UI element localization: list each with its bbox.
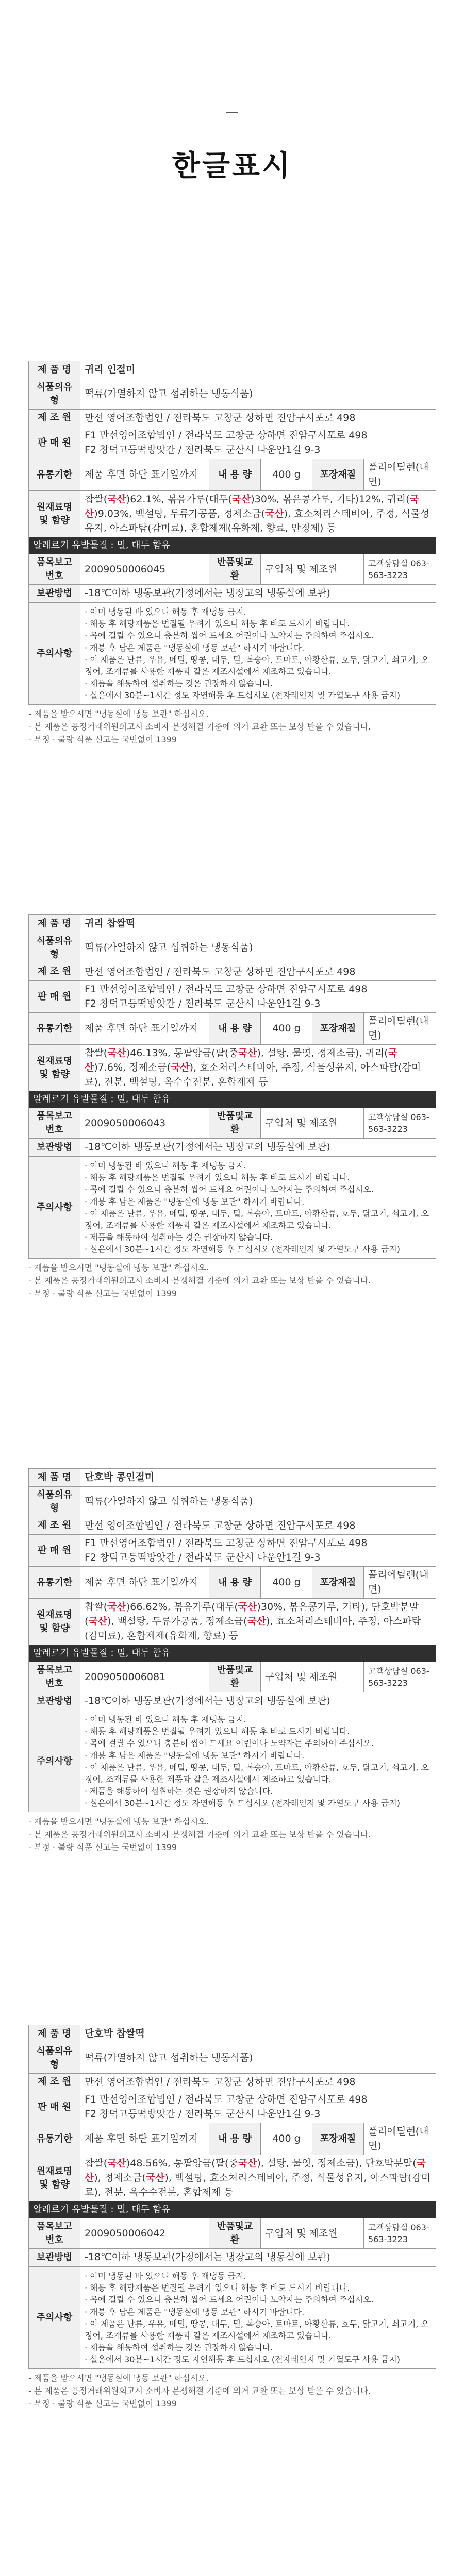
maker-label: 제 조 원 xyxy=(29,963,80,981)
note-line: - 부정 · 불량 식품 신고는 국번없이 1399 xyxy=(28,2399,177,2409)
caution-line: · 해동 후 해당제품은 변질될 우려가 있으니 해동 후 바로 드시기 바랍니다. xyxy=(85,1726,350,1737)
ingredients-label: 원재료명 및 함량 xyxy=(29,2155,80,2201)
caution-line: · 목에 걸릴 수 있으니 충분히 씹어 드세요 어린이나 노약자는 주의하여 주십시오. xyxy=(85,1738,374,1749)
maker-value: 만선 영어조합법인 / 전라북도 고창군 상하면 진암구시포로 498 xyxy=(80,963,436,981)
storage-row xyxy=(29,2249,436,2267)
name-row xyxy=(29,1469,436,1487)
seller-value: F1 만선영어조합법인 / 전라북도 고창군 상하면 진암구시포로 498 F2 창덕고등떡방앗간 / 전라북도 군산시 나운안1길 9-3 xyxy=(80,981,436,1013)
report-value: 2009050006043 xyxy=(80,1108,209,1139)
caution-list xyxy=(80,1710,436,1812)
packaging-value: 폴리에틸렌(내면) xyxy=(364,2123,436,2155)
return-label: 반품및교환 xyxy=(209,1108,261,1139)
spec-table xyxy=(28,2025,436,2369)
type-label: 식품의유형 xyxy=(29,1486,80,1517)
ingredients-row xyxy=(29,1599,436,1645)
note-line: - 제품을 받으시면 "냉동실에 냉동 보관" 하십시오. xyxy=(28,1263,209,1273)
allergen-value: 알레르기 유발물질 : 밀, 대두 함유 xyxy=(29,537,436,554)
expiry-value: 제품 후면 하단 표기일까지 xyxy=(80,1567,209,1599)
ingredients-label: 원재료명 및 함량 xyxy=(29,1599,80,1645)
packaging-label: 포장재질 xyxy=(312,2123,364,2155)
product-name: 귀리 찹쌀떡 xyxy=(80,915,436,933)
caution-line: · 이미 냉동된 바 있으니 해동 후 재냉동 금지. xyxy=(85,2270,246,2281)
type-value: 떡류(가열하지 않고 섭취하는 냉동식품) xyxy=(80,379,436,409)
name-label: 제 품 명 xyxy=(29,1469,80,1487)
spec-table xyxy=(28,1468,436,1812)
allergen-row xyxy=(29,1645,436,1662)
note-line: - 부정 · 불량 식품 신고는 국번없이 1399 xyxy=(28,735,177,745)
notes xyxy=(28,2372,436,2410)
seller-value: F1 만선영어조합법인 / 전라북도 고창군 상하면 진암구시포로 498 F2 창덕고등떡방앗간 / 전라북도 군산시 나운안1길 9-3 xyxy=(80,427,436,459)
expiry-label: 유통기한 xyxy=(29,1567,80,1599)
product-block xyxy=(28,2025,436,2411)
note-line: - 부정 · 불량 식품 신고는 국번없이 1399 xyxy=(28,1289,177,1299)
packaging-value: 폴리에틸렌(내면) xyxy=(364,459,436,491)
return-value: 구입처 및 제조원 xyxy=(261,554,364,585)
storage-row xyxy=(29,1139,436,1157)
note-line: - 제품을 받으시면 "냉동실에 냉동 보관" 하십시오. xyxy=(28,709,209,719)
type-value: 떡류(가열하지 않고 섭취하는 냉동식품) xyxy=(80,1486,436,1517)
return-label: 반품및교환 xyxy=(209,554,261,585)
caution-label: 주의사항 xyxy=(29,602,80,705)
name-label: 제 품 명 xyxy=(29,361,80,379)
maker-value: 만선 영어조합법인 / 전라북도 고창군 상하면 진암구시포로 498 xyxy=(80,1517,436,1535)
expiry-row xyxy=(29,2123,436,2155)
note-line: - 본 제품은 공정거래위원회고시 소비자 분쟁해결 기준에 의거 교환 또는 보상 받을 수 있습니다. xyxy=(28,1276,371,1286)
product-name: 단호박 콩인절미 xyxy=(80,1469,436,1487)
expiry-row xyxy=(29,1567,436,1599)
storage-value: -18℃이하 냉동보관(가정에서는 냉장고의 냉동실에 보관) xyxy=(80,2249,436,2267)
type-row xyxy=(29,379,436,409)
phone-cell xyxy=(364,1662,436,1692)
product-name: 단호박 찹쌀떡 xyxy=(80,2025,436,2043)
phone-label: 고객상담실 xyxy=(368,1666,408,1676)
allergen-value: 알레르기 유발물질 : 밀, 대두 함유 xyxy=(29,2201,436,2218)
return-label: 반품및교환 xyxy=(209,1662,261,1692)
maker-row xyxy=(29,963,436,981)
notes xyxy=(28,1262,436,1300)
seller-value: F1 만선영어조합법인 / 전라북도 고창군 상하면 진암구시포로 498 F2 창덕고등떡방앗간 / 전라북도 군산시 나운안1길 9-3 xyxy=(80,2091,436,2123)
report-label: 품목보고번호 xyxy=(29,1108,80,1139)
maker-row xyxy=(29,1517,436,1535)
phone-label: 고객상담실 xyxy=(368,1112,408,1123)
caution-line: · 이 제품은 난류, 우유, 메밀, 땅콩, 대두, 밀, 복숭아, 토마토, 아황산류, 호두, 닭고기, 쇠고기, 오징어, 조개류를 사용한 제품과 같은 제조시설에서 제조하고 있습니다. xyxy=(85,1762,429,1784)
caution-line: · 목에 걸릴 수 있으니 충분히 씹어 드세요 어린이나 노약자는 주의하여 주십시오. xyxy=(85,2295,374,2305)
storage-row xyxy=(29,585,436,603)
ingredients-label: 원재료명 및 함량 xyxy=(29,1045,80,1091)
caution-line: · 이미 냉동된 바 있으니 해동 후 재냉동 금지. xyxy=(85,1160,246,1171)
report-row xyxy=(29,1662,436,1692)
caution-line: · 개봉 후 남은 제품은 "냉동실에 냉동 보관" 하시기 바랍니다. xyxy=(85,1196,305,1207)
caution-line: · 이 제품은 난류, 우유, 메밀, 땅콩, 대두, 밀, 복숭아, 토마토, 아황산류, 호두, 닭고기, 쇠고기, 오징어, 조개류를 사용한 제품과 같은 제조시설에서 제조하고 있습니다. xyxy=(85,2318,429,2341)
product-block xyxy=(28,1468,436,1854)
top-divider xyxy=(226,112,238,113)
seller-row xyxy=(29,981,436,1013)
type-label: 식품의유형 xyxy=(29,379,80,409)
caution-line: · 해동 후 해당제품은 변질될 우려가 있으니 해동 후 바로 드시기 바랍니다. xyxy=(85,2283,350,2293)
type-label: 식품의유형 xyxy=(29,2043,80,2073)
caution-label: 주의사항 xyxy=(29,1710,80,1812)
report-value: 2009050006042 xyxy=(80,2218,209,2249)
caution-line: · 제품을 해동하여 섭취하는 것은 권장하지 않습니다. xyxy=(85,679,273,689)
caution-line: · 개봉 후 남은 제품은 "냉동실에 냉동 보관" 하시기 바랍니다. xyxy=(85,1750,305,1760)
caution-row xyxy=(29,2266,436,2369)
type-value: 떡류(가열하지 않고 섭취하는 냉동식품) xyxy=(80,933,436,963)
spec-table xyxy=(28,914,436,1259)
note-line: - 제품을 받으시면 "냉동실에 냉동 보관" 하십시오. xyxy=(28,1817,209,1827)
capacity-label: 내 용 량 xyxy=(209,459,261,491)
capacity-value: 400 g xyxy=(261,1567,312,1599)
report-label: 품목보고번호 xyxy=(29,554,80,585)
seller-label: 판 매 원 xyxy=(29,981,80,1013)
packaging-label: 포장재질 xyxy=(312,459,364,491)
seller-label: 판 매 원 xyxy=(29,2091,80,2123)
expiry-label: 유통기한 xyxy=(29,2123,80,2155)
phone-label: 고객상담실 xyxy=(368,558,408,569)
name-row xyxy=(29,2025,436,2043)
name-label: 제 품 명 xyxy=(29,915,80,933)
report-value: 2009050006081 xyxy=(80,1662,209,1692)
report-row xyxy=(29,1108,436,1139)
ingredients-value: 찹쌀(국산)62.1%, 볶음가루(대두(국산)30%, 볶은콩가루, 기타)12%, 귀리(국산)9.03%, 백설탕, 두류가공품, 정제소금(국산), 효소처리스테비아, 주정, 식물성유지, 아스파탐(감미료), 혼합제제(유화제, 향료, 안정제) 등 xyxy=(80,491,436,537)
notes xyxy=(28,1816,436,1854)
phone-cell xyxy=(364,2218,436,2249)
maker-value: 만선 영어조합법인 / 전라북도 고창군 상하면 진암구시포로 498 xyxy=(80,409,436,427)
phone-cell xyxy=(364,554,436,585)
name-label: 제 품 명 xyxy=(29,2025,80,2043)
ingredients-row xyxy=(29,2155,436,2201)
note-line: - 본 제품은 공정거래위원회고시 소비자 분쟁해결 기준에 의거 교환 또는 보상 받을 수 있습니다. xyxy=(28,1829,371,1840)
caution-line: · 목에 걸릴 수 있으니 충분히 씹어 드세요 어린이나 노약자는 주의하여 주십시오. xyxy=(85,1184,374,1195)
caution-line: · 실온에서 30분~1시간 정도 자연해동 후 드십시오 (전자레인지 및 가열도구 사용 금지) xyxy=(85,1244,401,1255)
report-row xyxy=(29,554,436,585)
allergen-row xyxy=(29,537,436,554)
caution-list xyxy=(80,602,436,705)
ingredients-value: 찹쌀(국산)46.13%, 통팥앙금(팥(중국산), 설탕, 물엿, 정제소금), 귀리(국산)7.6%, 정제소금(국산), 효소처리스테비아, 주정, 식물성유지, 아스파탐(감미료), 전분, 백설탕, 옥수수전분, 혼합제제 등 xyxy=(80,1045,436,1091)
note-line: - 부정 · 불량 식품 신고는 국번없이 1399 xyxy=(28,1842,177,1853)
caution-list xyxy=(80,2266,436,2369)
packaging-label: 포장재질 xyxy=(312,1567,364,1599)
type-row xyxy=(29,1486,436,1517)
ingredients-label: 원재료명 및 함량 xyxy=(29,491,80,537)
caution-line: · 개봉 후 남은 제품은 "냉동실에 냉동 보관" 하시기 바랍니다. xyxy=(85,2307,305,2317)
caution-label: 주의사항 xyxy=(29,2266,80,2369)
phone-value: 063-563-3223 xyxy=(368,2223,429,2245)
page-title: 한글표시 xyxy=(172,149,292,183)
capacity-value: 400 g xyxy=(261,2123,312,2155)
caution-row xyxy=(29,602,436,705)
allergen-value: 알레르기 유발물질 : 밀, 대두 함유 xyxy=(29,1645,436,1662)
phone-label: 고객상담실 xyxy=(368,2223,408,2233)
seller-label: 판 매 원 xyxy=(29,1535,80,1567)
caution-line: · 실온에서 30분~1시간 정도 자연해동 후 드십시오 (전자레인지 및 가열도구 사용 금지) xyxy=(85,2354,401,2365)
name-row xyxy=(29,361,436,379)
caution-line: · 제품을 해동하여 섭취하는 것은 권장하지 않습니다. xyxy=(85,2343,273,2353)
caution-row xyxy=(29,1710,436,1812)
expiry-label: 유통기한 xyxy=(29,459,80,491)
report-row xyxy=(29,2218,436,2249)
type-label: 식품의유형 xyxy=(29,933,80,963)
name-row xyxy=(29,915,436,933)
storage-row xyxy=(29,1692,436,1710)
caution-line: · 개봉 후 남은 제품은 "냉동실에 냉동 보관" 하시기 바랍니다. xyxy=(85,642,305,653)
seller-label: 판 매 원 xyxy=(29,427,80,459)
allergen-value: 알레르기 유발물질 : 밀, 대두 함유 xyxy=(29,1091,436,1108)
report-value: 2009050006045 xyxy=(80,554,209,585)
capacity-label: 내 용 량 xyxy=(209,1567,261,1599)
phone-value: 063-563-3223 xyxy=(368,1112,429,1134)
notes xyxy=(28,708,436,746)
spec-table xyxy=(28,361,436,705)
allergen-row xyxy=(29,2201,436,2218)
report-label: 품목보고번호 xyxy=(29,1662,80,1692)
ingredients-row xyxy=(29,491,436,537)
ingredients-value: 찹쌀(국산)48.56%, 통팥앙금(팥(중국산), 설탕, 물엿, 정제소금), 단호박분말(국산), 정제소금(국산), 백설탕, 효소처리스테비아, 주정, 식물성유지, 아스파탐(감미료), 전분, 옥수수전분, 혼합제제 등 xyxy=(80,2155,436,2201)
note-line: - 본 제품은 공정거래위원회고시 소비자 분쟁해결 기준에 의거 교환 또는 보상 받을 수 있습니다. xyxy=(28,722,371,732)
report-label: 품목보고번호 xyxy=(29,2218,80,2249)
phone-value: 063-563-3223 xyxy=(368,1666,429,1688)
maker-label: 제 조 원 xyxy=(29,409,80,427)
seller-value: F1 만선영어조합법인 / 전라북도 고창군 상하면 진암구시포로 498 F2 창덕고등떡방앗간 / 전라북도 군산시 나운안1길 9-3 xyxy=(80,1535,436,1567)
product-block xyxy=(28,361,436,747)
note-line: - 본 제품은 공정거래위원회고시 소비자 분쟁해결 기준에 의거 교환 또는 보상 받을 수 있습니다. xyxy=(28,2386,371,2396)
caution-line: · 제품을 해동하여 섭취하는 것은 권장하지 않습니다. xyxy=(85,1232,273,1243)
capacity-label: 내 용 량 xyxy=(209,2123,261,2155)
ingredients-row xyxy=(29,1045,436,1091)
caution-line: · 이미 냉동된 바 있으니 해동 후 재냉동 금지. xyxy=(85,606,246,617)
caution-row xyxy=(29,1156,436,1259)
type-value: 떡류(가열하지 않고 섭취하는 냉동식품) xyxy=(80,2043,436,2073)
storage-label: 보관방법 xyxy=(29,1692,80,1710)
caution-line: · 이미 냉동된 바 있으니 해동 후 재냉동 금지. xyxy=(85,1714,246,1724)
type-row xyxy=(29,933,436,963)
seller-row xyxy=(29,2091,436,2123)
return-value: 구입처 및 제조원 xyxy=(261,1108,364,1139)
capacity-value: 400 g xyxy=(261,459,312,491)
storage-label: 보관방법 xyxy=(29,585,80,603)
expiry-row xyxy=(29,459,436,491)
phone-cell xyxy=(364,1108,436,1139)
caution-line: · 목에 걸릴 수 있으니 충분히 씹어 드세요 어린이나 노약자는 주의하여 주십시오. xyxy=(85,631,374,641)
type-row xyxy=(29,2043,436,2073)
packaging-value: 폴리에틸렌(내면) xyxy=(364,1567,436,1599)
return-value: 구입처 및 제조원 xyxy=(261,1662,364,1692)
storage-value: -18℃이하 냉동보관(가정에서는 냉장고의 냉동실에 보관) xyxy=(80,585,436,603)
storage-value: -18℃이하 냉동보관(가정에서는 냉장고의 냉동실에 보관) xyxy=(80,1692,436,1710)
maker-value: 만선 영어조합법인 / 전라북도 고창군 상하면 진암구시포로 498 xyxy=(80,2073,436,2091)
product-block xyxy=(28,914,436,1300)
note-line: - 제품을 받으시면 "냉동실에 냉동 보관" 하십시오. xyxy=(28,2373,209,2383)
ingredients-value: 찹쌀(국산)66.62%, 볶음가루(대두(국산)30%, 볶은콩가루, 기타), 단호박분말(국산), 백설탕, 두류가공품, 정제소금(국산), 효소처리스테비아, 주정, 아스파탐(감미료), 혼합제제(유화제, 향료) 등 xyxy=(80,1599,436,1645)
expiry-value: 제품 후면 하단 표기일까지 xyxy=(80,2123,209,2155)
capacity-value: 400 g xyxy=(261,1013,312,1045)
expiry-value: 제품 후면 하단 표기일까지 xyxy=(80,1013,209,1045)
expiry-row xyxy=(29,1013,436,1045)
expiry-label: 유통기한 xyxy=(29,1013,80,1045)
return-label: 반품및교환 xyxy=(209,2218,261,2249)
caution-line: · 해동 후 해당제품은 변질될 우려가 있으니 해동 후 바로 드시기 바랍니다. xyxy=(85,619,350,629)
maker-label: 제 조 원 xyxy=(29,1517,80,1535)
seller-row xyxy=(29,1535,436,1567)
storage-value: -18℃이하 냉동보관(가정에서는 냉장고의 냉동실에 보관) xyxy=(80,1139,436,1157)
product-name: 귀리 인절미 xyxy=(80,361,436,379)
packaging-value: 폴리에틸렌(내면) xyxy=(364,1013,436,1045)
expiry-value: 제품 후면 하단 표기일까지 xyxy=(80,459,209,491)
packaging-label: 포장재질 xyxy=(312,1013,364,1045)
storage-label: 보관방법 xyxy=(29,2249,80,2267)
storage-label: 보관방법 xyxy=(29,1139,80,1157)
caution-line: · 제품을 해동하여 섭취하는 것은 권장하지 않습니다. xyxy=(85,1786,273,1797)
caution-line: · 해동 후 해당제품은 변질될 우려가 있으니 해동 후 바로 드시기 바랍니다. xyxy=(85,1173,350,1183)
caution-line: · 실온에서 30분~1시간 정도 자연해동 후 드십시오 (전자레인지 및 가열도구 사용 금지) xyxy=(85,690,401,701)
allergen-row xyxy=(29,1091,436,1108)
capacity-label: 내 용 량 xyxy=(209,1013,261,1045)
phone-value: 063-563-3223 xyxy=(368,558,429,581)
maker-row xyxy=(29,409,436,427)
caution-line: · 이 제품은 난류, 우유, 메밀, 땅콩, 대두, 밀, 복숭아, 토마토, 아황산류, 호두, 닭고기, 쇠고기, 오징어, 조개류를 사용한 제품과 같은 제조시설에서 제조하고 있습니다. xyxy=(85,1208,429,1230)
seller-row xyxy=(29,427,436,459)
caution-line: · 이 제품은 난류, 우유, 메밀, 땅콩, 대두, 밀, 복숭아, 토마토, 아황산류, 호두, 닭고기, 쇠고기, 오징어, 조개류를 사용한 제품과 같은 제조시설에서 제조하고 있습니다. xyxy=(85,654,429,676)
maker-row xyxy=(29,2073,436,2091)
return-value: 구입처 및 제조원 xyxy=(261,2218,364,2249)
caution-label: 주의사항 xyxy=(29,1156,80,1259)
caution-list xyxy=(80,1156,436,1259)
caution-line: · 실온에서 30분~1시간 정도 자연해동 후 드십시오 (전자레인지 및 가열도구 사용 금지) xyxy=(85,1798,401,1808)
maker-label: 제 조 원 xyxy=(29,2073,80,2091)
